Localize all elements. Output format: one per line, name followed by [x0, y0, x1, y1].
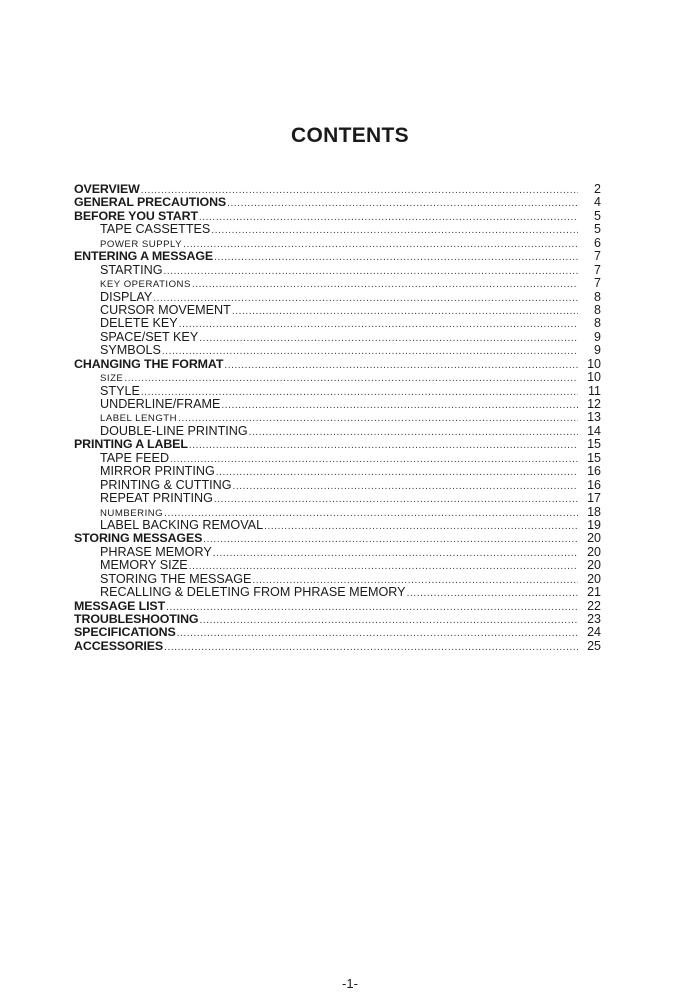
toc-entry-page: 24 — [587, 625, 601, 640]
toc-entry-label: SYMBOLS — [100, 343, 161, 358]
dot-leader — [224, 359, 578, 372]
toc-entry-label: DOUBLE-LINE PRINTING — [100, 423, 248, 438]
toc-entry-page: 19 — [587, 517, 601, 532]
toc-entry-page: 8 — [594, 302, 601, 317]
dot-leader — [199, 332, 578, 345]
toc-entry-page: 5 — [594, 208, 601, 223]
toc-entry-label: OVERVIEW — [74, 182, 140, 196]
toc-entry-page: 23 — [587, 612, 601, 626]
toc-entry-label: KEY OPERATIONS — [100, 279, 191, 291]
toc-subsection-entry — [74, 317, 601, 330]
toc-entry-label: ENTERING A MESSAGE — [74, 249, 214, 264]
toc-entry-label: LABEL BACKING REMOVAL — [100, 517, 264, 532]
toc-entry-page: 9 — [594, 329, 601, 344]
toc-entry-page: 22 — [587, 598, 601, 613]
toc-entry-page: 10 — [587, 356, 601, 371]
dot-leader — [221, 399, 578, 412]
toc-subsection-entry — [74, 371, 601, 384]
table-of-contents — [74, 183, 601, 653]
toc-entry-page: 2 — [594, 182, 601, 196]
toc-subsection-entry — [74, 479, 601, 492]
dot-leader — [179, 318, 578, 331]
toc-subsection-entry — [74, 452, 601, 465]
dot-leader — [124, 372, 578, 385]
toc-entry-page: 20 — [587, 571, 601, 586]
dot-leader — [177, 627, 578, 640]
toc-entry-label: POWER SUPPLY — [100, 238, 183, 250]
toc-entry-page: 5 — [594, 222, 601, 237]
toc-subsection-entry — [74, 411, 601, 424]
toc-entry-page: 7 — [594, 249, 601, 264]
dot-leader — [189, 439, 578, 452]
dot-leader — [164, 641, 578, 654]
dot-leader — [183, 238, 578, 251]
page-number: -1- — [342, 976, 358, 991]
dot-leader — [203, 533, 578, 546]
dot-leader — [264, 520, 578, 533]
toc-entry-label: TROUBLESHOOTING — [74, 612, 199, 626]
toc-subsection-entry — [74, 344, 601, 357]
toc-entry-label: STORING THE MESSAGE — [100, 571, 252, 586]
toc-entry-label: MESSAGE LIST — [74, 598, 166, 613]
toc-entry-page: 14 — [587, 423, 601, 438]
dot-leader — [170, 453, 578, 466]
dot-leader — [192, 278, 578, 291]
toc-entry-page: 25 — [587, 638, 601, 653]
dot-leader — [213, 547, 578, 560]
toc-subsection-entry — [74, 573, 601, 586]
toc-entry-page: 7 — [594, 276, 601, 291]
toc-subsection-entry — [74, 546, 601, 559]
dot-leader — [214, 251, 578, 264]
toc-entry-label: ACCESSORIES — [74, 638, 164, 653]
toc-subsection-entry — [74, 264, 601, 277]
toc-entry-label: DELETE KEY — [100, 316, 178, 331]
dot-leader — [199, 614, 578, 627]
toc-entry-label: RECALLING & DELETING FROM PHRASE MEMORY — [100, 585, 406, 600]
toc-subsection-entry — [74, 331, 601, 344]
dot-leader — [233, 480, 578, 493]
toc-entry-label: TAPE FEED — [100, 450, 170, 465]
toc-entry-page: 11 — [588, 383, 601, 398]
toc-entry-page: 16 — [587, 464, 601, 479]
toc-section-entry — [74, 613, 601, 626]
dot-leader — [199, 211, 578, 224]
dot-leader — [407, 587, 578, 600]
toc-entry-page: 18 — [587, 504, 601, 519]
toc-subsection-entry — [74, 385, 601, 398]
toc-entry-page: 13 — [587, 410, 601, 425]
toc-entry-label: CURSOR MOVEMENT — [100, 302, 231, 317]
toc-subsection-entry — [74, 492, 601, 505]
toc-section-entry — [74, 196, 601, 209]
toc-section-entry — [74, 358, 601, 371]
toc-entry-label: DISPLAY — [100, 289, 153, 304]
toc-entry-label: BEFORE YOU START — [74, 208, 198, 223]
toc-section-entry — [74, 640, 601, 653]
toc-subsection-entry — [74, 425, 601, 438]
toc-entry-label: SIZE — [100, 373, 124, 385]
dot-leader — [249, 426, 578, 439]
dot-leader — [214, 493, 578, 506]
toc-entry-label: REPEAT PRINTING — [100, 491, 213, 506]
dot-leader — [232, 305, 578, 318]
toc-entry-label: STARTING — [100, 262, 163, 277]
toc-entry-page: 21 — [587, 585, 601, 600]
toc-entry-label: LABEL LENGTH — [100, 413, 178, 425]
toc-entry-label: SPACE/SET KEY — [100, 329, 199, 344]
toc-subsection-entry — [74, 277, 601, 290]
toc-entry-page: 16 — [587, 477, 601, 492]
toc-entry-page: 17 — [587, 491, 601, 506]
toc-section-entry — [74, 532, 601, 545]
page-title: CONTENTS — [291, 124, 409, 147]
toc-entry-page: 7 — [594, 262, 601, 277]
toc-entry-label: UNDERLINE/FRAME — [100, 397, 221, 411]
dot-leader — [211, 224, 578, 237]
toc-subsection-entry — [74, 506, 601, 519]
dot-leader — [164, 265, 578, 278]
toc-entry-page: 9 — [594, 343, 601, 358]
dot-leader — [227, 197, 578, 210]
toc-entry-page: 20 — [587, 558, 601, 573]
toc-section-entry — [74, 626, 601, 639]
toc-entry-label: SPECIFICATIONS — [74, 625, 176, 640]
toc-entry-page: 15 — [587, 450, 601, 465]
toc-entry-page: 20 — [587, 531, 601, 546]
toc-entry-label: STYLE — [100, 383, 140, 398]
toc-entry-label: MEMORY SIZE — [100, 558, 188, 573]
toc-entry-label: PRINTING & CUTTING — [100, 477, 232, 492]
toc-entry-label: PRINTING A LABEL — [74, 437, 188, 452]
toc-entry-page: 15 — [587, 437, 601, 452]
toc-entry-page: 12 — [587, 397, 601, 411]
toc-subsection-entry — [74, 586, 601, 599]
dot-leader — [166, 601, 578, 614]
toc-entry-label: MIRROR PRINTING — [100, 464, 215, 479]
toc-subsection-entry — [74, 291, 601, 304]
toc-subsection-entry — [74, 223, 601, 236]
toc-subsection-entry — [74, 398, 601, 411]
toc-subsection-entry — [74, 304, 601, 317]
toc-entry-label: CHANGING THE FORMAT — [74, 356, 224, 371]
toc-section-entry — [74, 438, 601, 451]
toc-subsection-entry — [74, 559, 601, 572]
toc-entry-page: 10 — [587, 370, 601, 385]
toc-entry-page: 4 — [594, 195, 601, 210]
toc-entry-label: NUMBERING — [100, 507, 164, 519]
toc-subsection-entry — [74, 465, 601, 478]
toc-subsection-entry — [74, 519, 601, 532]
toc-entry-page: 20 — [587, 544, 601, 559]
dot-leader — [216, 466, 578, 479]
toc-section-entry — [74, 183, 601, 196]
toc-entry-label: TAPE CASSETTES — [100, 222, 211, 237]
toc-entry-label: GENERAL PRECAUTIONS — [74, 195, 227, 210]
toc-entry-label: STORING MESSAGES — [74, 531, 203, 546]
toc-entry-label: PHRASE MEMORY — [100, 544, 212, 559]
toc-entry-page: 8 — [594, 289, 601, 304]
toc-entry-page: 8 — [594, 316, 601, 331]
toc-subsection-entry — [74, 237, 601, 250]
toc-section-entry — [74, 210, 601, 223]
toc-entry-page: 6 — [594, 235, 601, 250]
toc-section-entry — [74, 250, 601, 263]
dot-leader — [162, 345, 578, 358]
toc-section-entry — [74, 600, 601, 613]
